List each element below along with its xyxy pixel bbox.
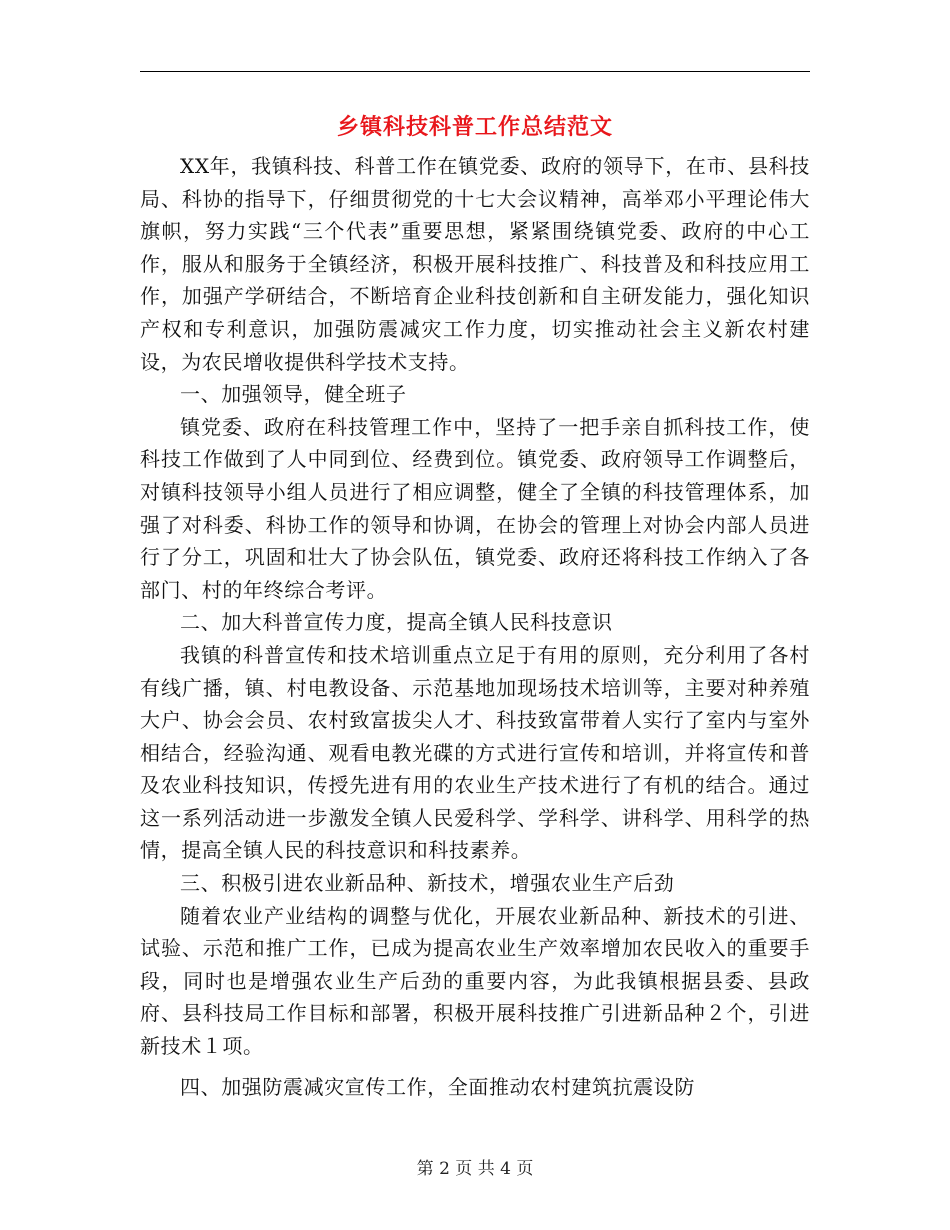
section-heading-2: 二、加大科普宣传力度，提高全镇人民科技意识 — [180, 610, 613, 635]
intro-paragraph: XX年，我镇科技、科普工作在镇党委、政府的领导下，在市、县科技局、科协的指导下，仔细贯彻党的十七大会议精神，高举邓小平理论伟大旗帜，努力实践“三个代表”重要思想，紧紧围绕镇党委、政府的中心工作，服从和服务于全镇经济，积极开展科技推广、科技普及和科技应用工作，加强产学研结合，不断培育企业科技创新和自主研发能力，强化知识产权和专利意识，加强防震减灾工作力度，切实推动社会主义新农村建设，为农民增收提供科学技术支持。 — [140, 154, 810, 374]
section-heading-4: 四、加强防震减灾宣传工作，全面推动农村建筑抗震设防 — [180, 1074, 695, 1099]
section-2-paragraph: 我镇的科普宣传和技术培训重点立足于有用的原则，充分利用了各村有线广播，镇、村电教设备、示范基地加现场技术培训等，主要对种养殖大户、协会会员、农村致富拔尖人才、科技致富带着人实行了室内与室外相结合，经验沟通、观看电教光碟的方式进行宣传和培训，并将宣传和普及农业科技知识，传授先进有用的农业生产技术进行了有机的结合。通过这一系列活动进一步激发全镇人民爱科学、学科学、讲科学、用科学的热情，提高全镇人民的科技意识和科技素养。 — [140, 642, 810, 863]
page-footer — [0, 1154, 950, 1179]
section-1-paragraph: 镇党委、政府在科技管理工作中，坚持了一把手亲自抓科技工作，使科技工作做到了人中同到位、经费到位。镇党委、政府领导工作调整后，对镇科技领导小组人员进行了相应调整，健全了全镇的科技管理体系，加强了对科委、科协工作的领导和协调，在协会的管理上对协会内部人员进行了分工，巩固和壮大了协会队伍，镇党委、政府还将科技工作纳入了各部门、村的年终综合考评。 — [140, 414, 810, 602]
section-heading-1: 一、加强领导，健全班子 — [180, 382, 407, 407]
document-body — [140, 150, 810, 1103]
section-heading-3: 三、积极引进农业新品种、新技术，增强农业生产后劲 — [180, 871, 675, 896]
document-title: 乡镇科技科普工作总结范文 — [336, 114, 613, 140]
section-3-paragraph: 随着农业产业结构的调整与优化，开展农业新品种、新技术的引进、试验、示范和推广工作，已成为提高农业生产效率增加农民收入的重要手段，同时也是增强农业生产后劲的重要内容，为此我镇根据县委、县政府、县科技局工作目标和部署，积极开展科技推广引进新品种２个，引进新技术１项。 — [140, 903, 810, 1059]
page-number-label: 第 2 页 共 4 页 — [416, 1159, 534, 1179]
header-rule — [140, 71, 810, 72]
